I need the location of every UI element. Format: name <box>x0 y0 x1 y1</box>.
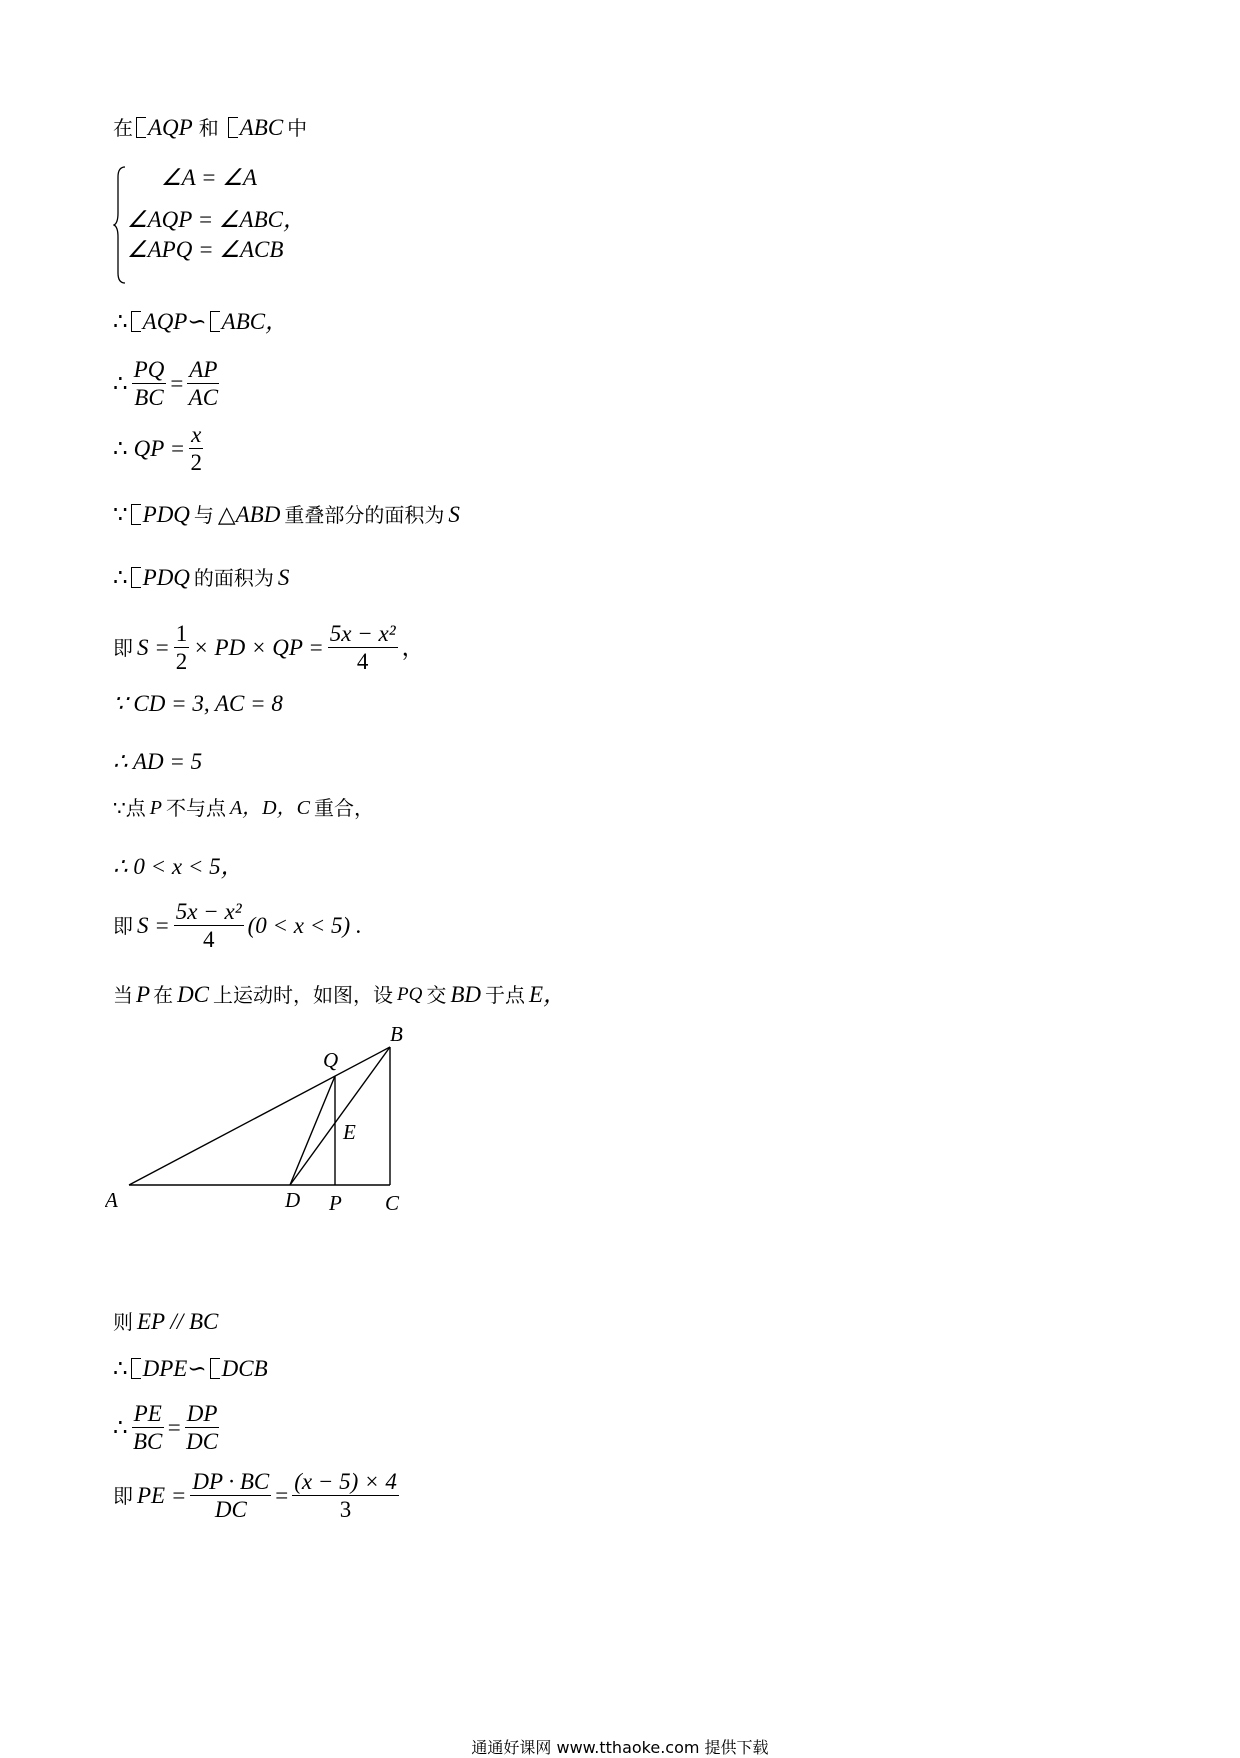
label-p: P <box>329 1191 342 1215</box>
text-line-1 <box>113 116 307 139</box>
fraction-dp-dc <box>185 1402 220 1453</box>
variable-p: P <box>136 982 151 1007</box>
points-adc: A，D，C <box>229 797 310 819</box>
text-overlap-area: 重叠部分的面积为 <box>284 502 445 527</box>
segment-bd: BD <box>450 982 482 1007</box>
fraction-pq-bc <box>132 358 167 409</box>
therefore-symbol: ∴ <box>113 436 128 461</box>
fraction-area-formula <box>174 900 244 951</box>
label-q: Q <box>323 1048 339 1072</box>
label-c: C <box>385 1191 400 1215</box>
text-jiao: 交 <box>426 982 447 1007</box>
triangle-pdq: PDQ <box>142 565 190 590</box>
equals-sign: = <box>275 1483 289 1508</box>
therefore-symbol: ∴ <box>113 371 128 396</box>
triangle-symbol-placeholder <box>210 1358 220 1379</box>
text-line-s-final <box>113 900 362 951</box>
text-line-ratio-2 <box>113 1402 223 1453</box>
text-line-ratio-1 <box>113 358 223 409</box>
fraction-pe-result <box>292 1470 399 1521</box>
because-symbol: ∵ <box>113 502 128 527</box>
domain-expression: (0 < x < 5) . <box>247 913 362 938</box>
text-line-ad: ∴ AD = 5 <box>113 749 203 774</box>
denominator: BC <box>133 1429 163 1454</box>
triangle-symbol-placeholder <box>131 1358 141 1379</box>
label-b: B <box>390 1022 403 1046</box>
segment-dc: DC <box>177 982 210 1007</box>
text-dang: 当 <box>113 982 133 1007</box>
numerator: 1 <box>175 621 188 646</box>
numerator: PQ <box>133 357 165 382</box>
text-he: 和 <box>198 115 219 140</box>
text-zhong: 中 <box>287 115 308 140</box>
text-not-coincide: 不与点 <box>165 796 226 820</box>
numerator: (x − 5) × 4 <box>294 1469 397 1494</box>
text-line-qp <box>113 423 207 474</box>
denominator: DC <box>186 1429 219 1454</box>
numerator: x <box>191 422 202 447</box>
denominator: 4 <box>356 649 369 674</box>
denominator: BC <box>134 385 164 410</box>
text-zai: 在 <box>153 982 174 1007</box>
text-line-parallel <box>113 1310 218 1333</box>
equation-angle-aqp: ∠AQP = ∠ABC， <box>127 207 306 232</box>
text-zai: 在 <box>113 115 133 140</box>
similar-symbol: ∽ <box>187 1356 207 1381</box>
triangle-symbol-placeholder <box>136 117 146 138</box>
triangle-abc: ABC， <box>221 309 289 334</box>
segment-db <box>290 1047 390 1185</box>
text-ze: 则 <box>113 1309 133 1334</box>
comma: ， <box>401 635 425 660</box>
label-d: D <box>285 1188 301 1212</box>
s-label: S = <box>137 635 170 660</box>
triangle-symbol-placeholder <box>210 311 220 332</box>
segment-ab <box>129 1047 390 1185</box>
variable-p: P <box>149 797 162 819</box>
text-line-area <box>113 566 289 589</box>
triangle-dcb: DCB <box>221 1356 268 1381</box>
page-footer: 通通好课网 www.tthaoke.com 提供下载 <box>471 1738 769 1757</box>
text-ji: 即 <box>113 913 133 938</box>
similar-symbol: ∽ <box>187 309 207 334</box>
numerator: PE <box>133 1401 162 1426</box>
triangle-symbol-placeholder <box>228 117 238 138</box>
fraction-dp-bc-dc <box>190 1470 271 1521</box>
triangle-abd: △ABD <box>217 502 281 527</box>
text-line-overlap <box>113 503 460 526</box>
equation-angle-apq: ∠APQ = ∠ACB <box>127 237 284 262</box>
text-moving-set: 上运动时，如图，设 <box>213 982 394 1007</box>
denominator: AC <box>188 385 219 410</box>
triangle-symbol-placeholder <box>131 311 141 332</box>
s-label: S = <box>137 913 170 938</box>
parallel-statement: EP // BC <box>137 1309 219 1334</box>
fraction-area-formula <box>328 622 398 673</box>
segment-dq <box>290 1076 335 1185</box>
numerator: DP <box>186 1401 218 1426</box>
text-line-s-formula <box>113 622 425 673</box>
triangle-aqp: AQP <box>148 115 193 140</box>
variable-s: S <box>448 502 460 527</box>
text-yu: 与 <box>193 502 214 527</box>
text-at-point: 于点 <box>485 982 526 1007</box>
label-a: A <box>105 1188 118 1212</box>
text-ji: 即 <box>113 635 133 660</box>
numerator: DP · BC <box>192 1469 270 1494</box>
equals-sign: = <box>167 1415 181 1440</box>
fraction-one-half <box>174 622 190 673</box>
text-coincide: 重合， <box>313 796 374 820</box>
equals-sign: = <box>170 371 184 396</box>
therefore-symbol: ∴ <box>113 565 128 590</box>
numerator: AP <box>189 357 218 382</box>
denominator: 3 <box>339 1497 352 1522</box>
text-line-range: ∴ 0 < x < 5， <box>113 854 244 879</box>
triangle-dpe: DPE <box>142 1356 188 1381</box>
denominator: DC <box>214 1497 247 1522</box>
variable-s: S <box>277 565 290 590</box>
triangle-aqp: AQP <box>142 309 188 334</box>
text-line-cd-ac: ∵ CD = 3, AC = 8 <box>113 691 283 716</box>
text-line-similar-2 <box>113 1357 268 1380</box>
triangle-pdq: PDQ <box>142 502 190 527</box>
numerator: 5x − x² <box>329 621 396 646</box>
product-expression: × PD × QP = <box>193 635 324 660</box>
denominator: 2 <box>175 649 188 674</box>
equation-angle-a: ∠A = ∠A <box>161 165 257 190</box>
triangle-symbol-placeholder <box>131 504 141 525</box>
text-because-point: ∵点 <box>113 796 146 820</box>
segment-pq: PQ <box>397 984 423 1005</box>
text-line-case-dc <box>113 983 566 1006</box>
triangle-symbol-placeholder <box>131 567 141 588</box>
text-ji: 即 <box>113 1483 133 1508</box>
therefore-symbol: ∴ <box>113 309 128 334</box>
therefore-symbol: ∴ <box>113 1356 128 1381</box>
text-line-point-p <box>113 798 374 818</box>
numerator: 5x − x² <box>175 899 242 924</box>
therefore-symbol: ∴ <box>113 1415 128 1440</box>
qp-label: QP = <box>133 436 186 461</box>
text-line-similar-1 <box>113 310 288 333</box>
label-e: E <box>343 1120 356 1144</box>
left-brace-icon <box>113 165 127 285</box>
triangle-abc: ABC <box>239 115 284 140</box>
text-area-is: 的面积为 <box>193 565 274 590</box>
fraction-pe-bc <box>132 1402 164 1453</box>
pe-label: PE = <box>137 1483 187 1508</box>
point-e: E， <box>529 982 567 1007</box>
fraction-ap-ac <box>187 358 219 409</box>
geometry-figure <box>105 1017 425 1217</box>
text-line-pe <box>113 1470 403 1521</box>
fraction-x-2 <box>189 423 203 474</box>
denominator: 4 <box>202 927 215 952</box>
denominator: 2 <box>190 450 203 475</box>
